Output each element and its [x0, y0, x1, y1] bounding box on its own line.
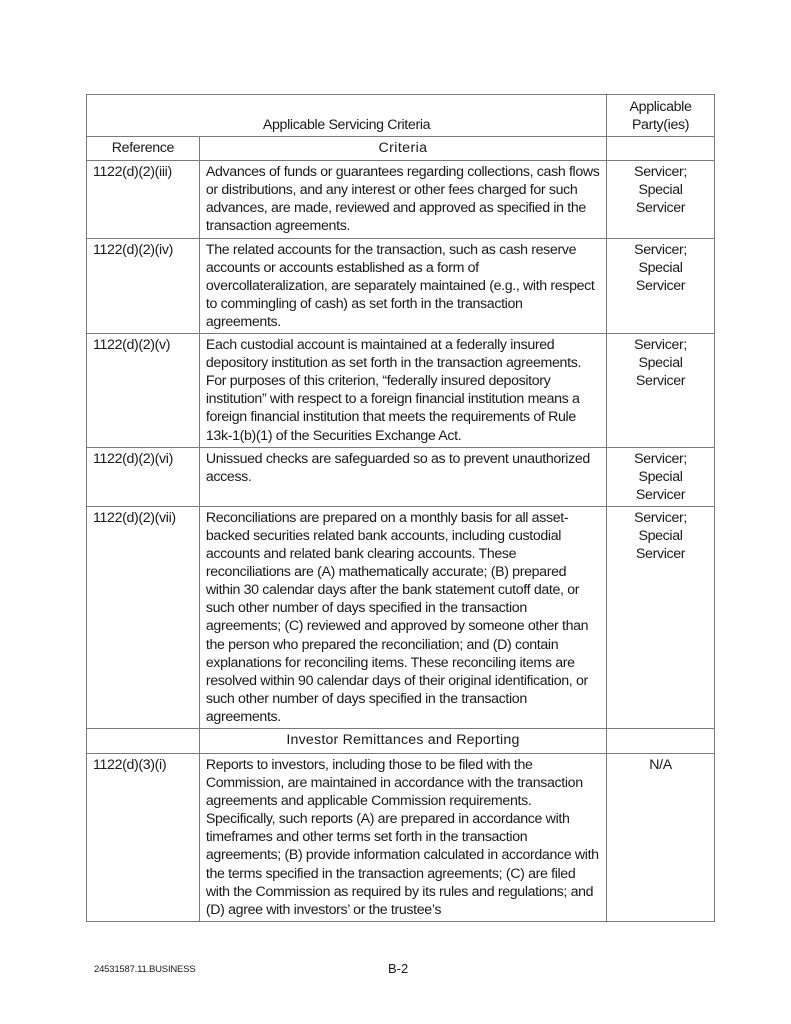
table-row [87, 238, 715, 333]
criteria-cell: The related accounts for the transaction, such as cash reserve accounts or accounts established as a form of overcollateralization, are separately maintained (e.g., with respect to commingling of cash) as set forth in the transaction agreements. [199, 238, 606, 333]
criteria-title-cell [87, 95, 607, 137]
table-row [87, 334, 715, 448]
criteria-cell: Reports to investors, including those to be filed with the Commission, are maintained in accordance with the transaction agreements and applicable Commission requirements. Specifically, such reports (A) are prepared in accordance with timeframes and other terms set forth in the transaction agreements; (B) provide information calculated in accordance with the terms specified in the transaction agreements; (C) are filed with the Commission as required by its rules and regulations; and (D) agree with investors’ or the trustee’s [199, 754, 606, 922]
reference-header: Reference [87, 137, 200, 161]
criteria-header: Criteria [199, 137, 606, 161]
party-title: Applicable Party(ies) [629, 99, 692, 134]
party-line: Servicer [635, 486, 686, 503]
section-title: Investor Remittances and Reporting [199, 729, 606, 754]
party-line: Servicer; [634, 241, 687, 258]
party-cell [607, 447, 715, 506]
party-line: Servicer [635, 200, 686, 217]
party-line: Servicer; [634, 337, 687, 354]
party-line: Special [638, 355, 683, 372]
table-subheader-row [87, 137, 715, 161]
table-row [87, 447, 715, 506]
party-line: Special [638, 468, 683, 485]
party-cell [607, 334, 715, 448]
table-row [87, 506, 715, 728]
party-line: Servicer; [634, 450, 687, 467]
table-header-row [87, 95, 715, 137]
reference-cell: 1122(d)(2)(iv) [87, 238, 200, 333]
reference-cell: 1122(d)(2)(vii) [87, 506, 200, 728]
party-line: Servicer; [634, 164, 687, 181]
party-cell [607, 238, 715, 333]
reference-cell: 1122(d)(2)(iii) [87, 161, 200, 238]
party-cell [607, 161, 715, 238]
table-row [87, 754, 715, 922]
party-line: Special [638, 527, 683, 544]
party-line: Special [638, 259, 683, 276]
servicing-criteria-table [86, 94, 715, 922]
table-row [87, 161, 715, 238]
party-line: Servicer [635, 546, 686, 563]
section-header-row [87, 729, 715, 754]
criteria-cell: Each custodial account is maintained at a federally insured depository institution as set forth in the transaction agreements. For purposes of this criterion, “federally insured depository institution” with respect to a foreign financial institution means a foreign financial institution that meets the requirements of Rule 13k-1(b)(1) of the Securities Exchange Act. [199, 334, 606, 448]
party-line: Servicer [635, 373, 686, 390]
reference-cell: 1122(d)(2)(vi) [87, 447, 200, 506]
party-cell [607, 506, 715, 728]
criteria-cell: Unissued checks are safeguarded so as to prevent unauthorized access. [199, 447, 606, 506]
criteria-cell: Reconciliations are prepared on a monthly basis for all asset-backed securities related bank accounts, including custodial accounts and related bank clearing accounts. These reconciliations are (A) mathematically accurate; (B) prepared within 30 calendar days after the bank statement cutoff date, or such other number of days specified in the transaction agreements; (C) reviewed and approved by someone other than the person who prepared the reconciliation; and (D) contain explanations for reconciling items. These reconciling items are resolved within 90 calendar days of their original identification, or such other number of days specified in the transaction agreements. [199, 506, 606, 728]
party-subheader [607, 137, 715, 161]
criteria-title: Applicable Servicing Criteria [262, 117, 431, 134]
reference-cell: 1122(d)(2)(v) [87, 334, 200, 448]
criteria-cell: Advances of funds or guarantees regarding collections, cash flows or distributions, and any interest or other fees charged for such advances, are made, reviewed and approved as specified in the transaction agreements. [199, 161, 606, 238]
document-id: 24531587.11.BUSINESS [94, 964, 196, 975]
party-cell [607, 754, 715, 922]
party-title-cell [607, 95, 715, 137]
reference-cell: 1122(d)(3)(i) [87, 754, 200, 922]
party-line: Special [638, 182, 683, 199]
party-line: Servicer; [634, 509, 687, 526]
party-line: Servicer [635, 277, 686, 294]
page-number: B-2 [388, 961, 409, 976]
section-party-cell [607, 729, 715, 754]
section-reference-cell [87, 729, 200, 754]
party-line: N/A [649, 757, 672, 773]
